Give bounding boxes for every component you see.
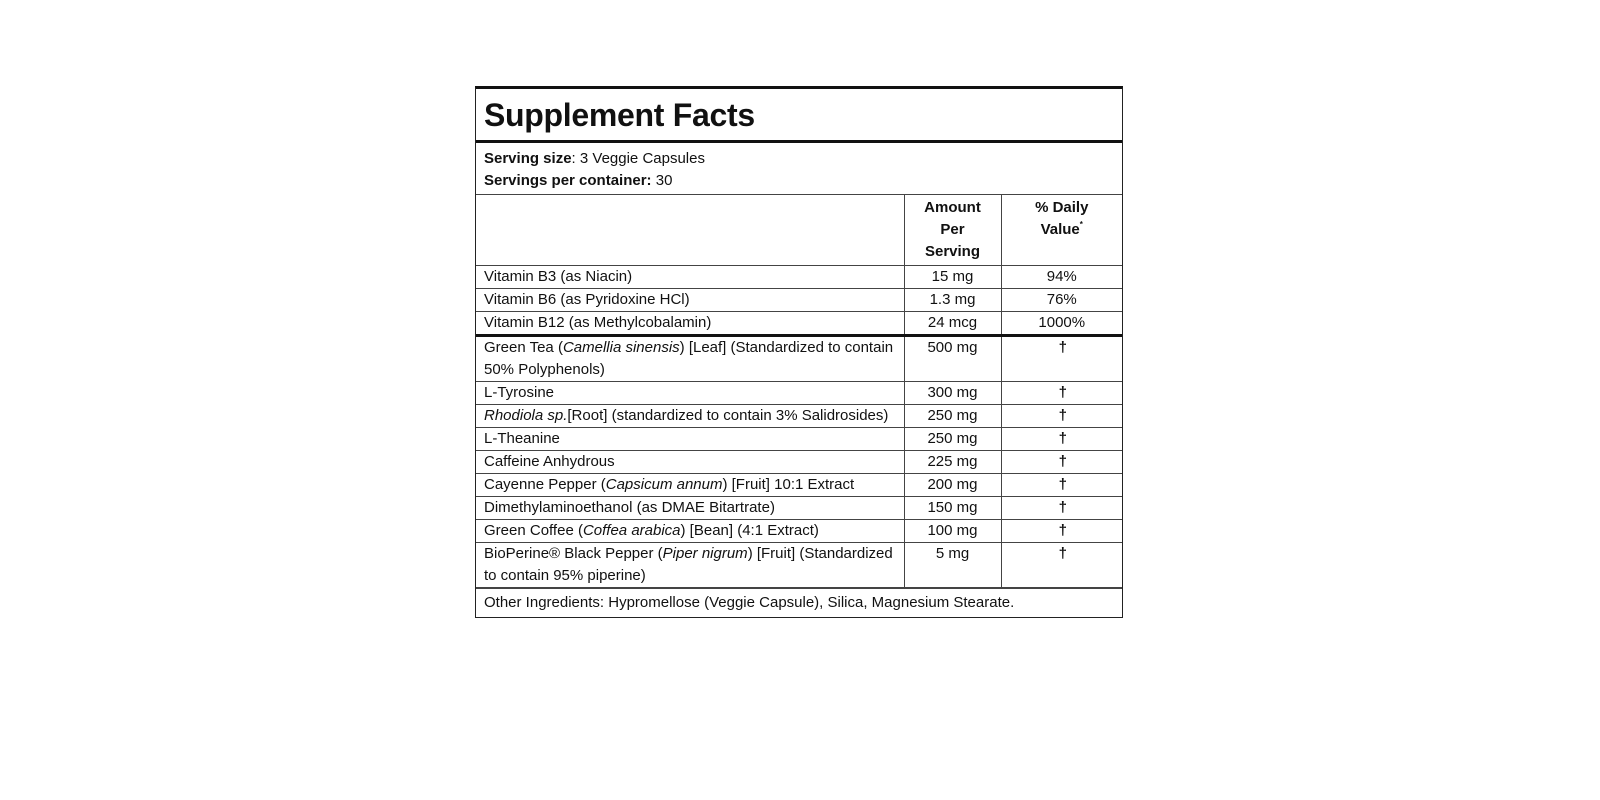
ingredient-row: [476, 474, 1122, 497]
ingredient-daily-value-dagger: †: [1001, 520, 1122, 543]
header-blank: [476, 195, 904, 266]
ingredient-daily-value-dagger: †: [1001, 336, 1122, 382]
ingredient-row: [476, 336, 1122, 382]
ingredient-row: [476, 428, 1122, 451]
ingredient-amount: 150 mg: [904, 497, 1001, 520]
header-amount-line1: Amount: [924, 199, 981, 216]
ingredient-name-pre: BioPerine® Black Pepper (: [484, 545, 663, 562]
supplement-facts-label: [475, 86, 1123, 618]
ingredient-latin-name: Piper nigrum: [662, 545, 748, 562]
servings-label: Servings per container:: [484, 172, 652, 189]
header-amount: [904, 195, 1001, 266]
ingredient-name-post: ) [Fruit] (Standardized to contain 95% piperine): [484, 545, 893, 584]
ingredient-daily-value-dagger: †: [1001, 497, 1122, 520]
ingredient-name: [476, 520, 904, 543]
ingredient-row: [476, 520, 1122, 543]
ingredient-latin-name: Capsicum annum: [605, 476, 723, 493]
ingredient-name-post: ) [Bean] (4:1 Extract): [680, 522, 819, 539]
header-dv-line2: Value: [1040, 221, 1080, 238]
ingredient-daily-value-dagger: †: [1001, 428, 1122, 451]
ingredient-row: [476, 382, 1122, 405]
ingredient-row: [476, 543, 1122, 588]
nutrient-amount: 1.3 mg: [904, 289, 1001, 312]
table-header-row: [476, 195, 1122, 266]
ingredient-name: [476, 451, 904, 474]
ingredient-name-post: ) [Fruit] 10:1 Extract: [722, 476, 855, 493]
ingredient-rows: [476, 336, 1122, 588]
servings-per-container-line: [484, 170, 1114, 192]
ingredient-row: [476, 497, 1122, 520]
nutrient-amount: 15 mg: [904, 266, 1001, 289]
ingredient-daily-value-dagger: †: [1001, 382, 1122, 405]
vitamin-row: [476, 266, 1122, 289]
ingredient-amount: 5 mg: [904, 543, 1001, 588]
ingredient-name-pre: Green Coffee (: [484, 522, 583, 539]
ingredient-daily-value-dagger: †: [1001, 474, 1122, 497]
ingredient-name-pre: Cayenne Pepper (: [484, 476, 606, 493]
ingredient-name-pre: Green Tea (: [484, 339, 563, 356]
header-amount-line3: Serving: [924, 243, 981, 260]
header-dv-line2-wrap: [1010, 219, 1115, 241]
nutrient-table: [476, 195, 1122, 588]
ingredient-name-pre: Caffeine Anhydrous: [484, 453, 615, 470]
ingredient-name: [476, 382, 904, 405]
header-daily-value: [1001, 195, 1122, 266]
nutrient-name: Vitamin B12 (as Methylcobalamin): [476, 312, 904, 336]
header-dv-line1: % Daily: [1035, 199, 1089, 216]
ingredient-amount: 100 mg: [904, 520, 1001, 543]
ingredient-daily-value-dagger: †: [1001, 405, 1122, 428]
ingredient-amount: 250 mg: [904, 428, 1001, 451]
ingredient-latin-name: Camellia sinensis: [562, 339, 680, 356]
label-title: Supplement Facts: [476, 89, 1122, 143]
ingredient-amount: 300 mg: [904, 382, 1001, 405]
ingredient-name-post: ) [Leaf] (Standardized to contain 50% Polyphenols): [484, 339, 894, 378]
ingredient-row: [476, 451, 1122, 474]
ingredient-amount: 250 mg: [904, 405, 1001, 428]
vitamin-rows: [476, 266, 1122, 336]
ingredient-daily-value-dagger: †: [1001, 451, 1122, 474]
ingredient-name: [476, 474, 904, 497]
nutrient-daily-value: 94%: [1001, 266, 1122, 289]
serving-size-label: Serving size: [484, 150, 572, 167]
serving-size-line: [484, 148, 1114, 170]
serving-size-value: : 3 Veggie Capsules: [571, 150, 705, 167]
servings-value: 30: [651, 172, 673, 189]
ingredient-name-post: [Root] (standardized to contain 3% Salidrosides): [567, 407, 889, 424]
ingredient-latin-name: Coffea arabica: [582, 522, 681, 539]
ingredient-amount: 225 mg: [904, 451, 1001, 474]
ingredient-name: [476, 405, 904, 428]
vitamin-row: [476, 312, 1122, 336]
ingredient-name: [476, 497, 904, 520]
header-amount-line2: Per: [940, 221, 965, 238]
nutrient-amount: 24 mcg: [904, 312, 1001, 336]
ingredient-name-pre: L-Theanine: [484, 430, 560, 447]
nutrient-daily-value: 76%: [1001, 289, 1122, 312]
ingredient-daily-value-dagger: †: [1001, 543, 1122, 588]
ingredient-row: [476, 405, 1122, 428]
ingredient-name: [476, 428, 904, 451]
ingredient-name: [476, 543, 904, 588]
header-dv-asterisk: *: [1079, 220, 1083, 229]
other-ingredients: Other Ingredients: Hypromellose (Veggie Capsule), Silica, Magnesium Stearate.: [476, 588, 1122, 617]
vitamin-row: [476, 289, 1122, 312]
nutrient-name: Vitamin B6 (as Pyridoxine HCl): [476, 289, 904, 312]
serving-info: [476, 143, 1122, 195]
ingredient-amount: 200 mg: [904, 474, 1001, 497]
ingredient-name: [476, 336, 904, 382]
ingredient-name-pre: L-Tyrosine: [484, 384, 555, 401]
ingredient-amount: 500 mg: [904, 336, 1001, 382]
ingredient-name-pre: Dimethylaminoethanol (as DMAE Bitartrate): [484, 499, 775, 516]
nutrient-name: Vitamin B3 (as Niacin): [476, 266, 904, 289]
nutrient-daily-value: 1000%: [1001, 312, 1122, 336]
ingredient-latin-name: Rhodiola sp.: [484, 407, 568, 424]
